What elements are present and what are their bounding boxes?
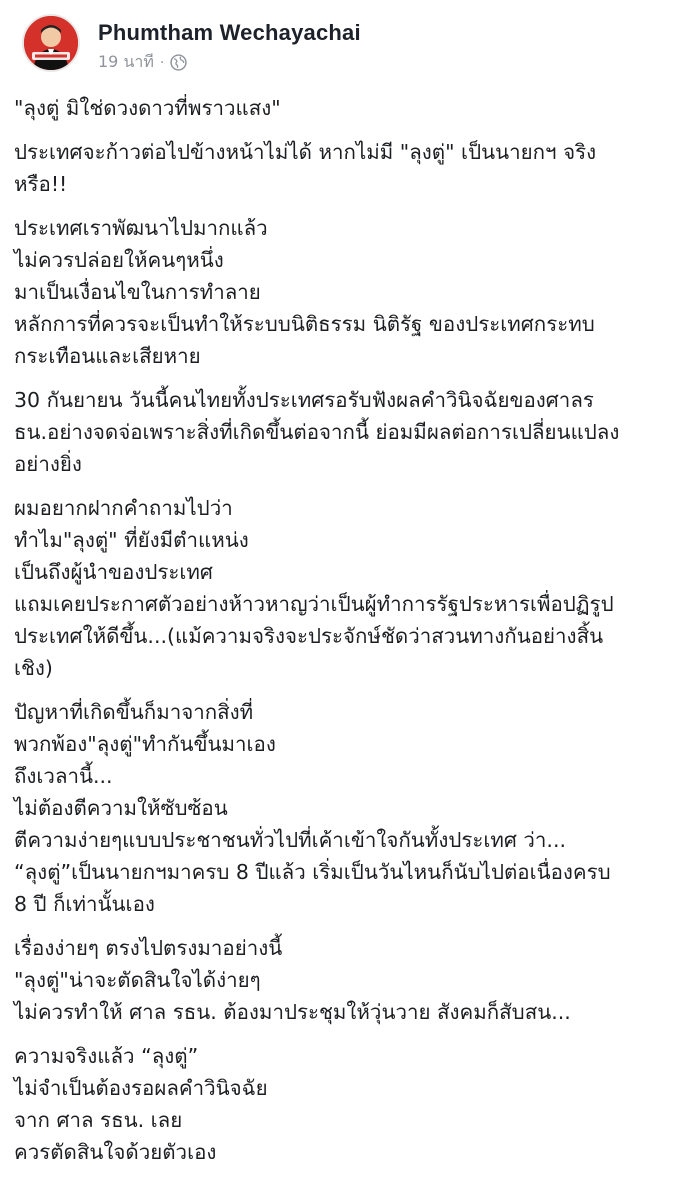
post-text-line: ประเทศจะก้าวต่อไปข้างหน้าไม่ได้ หากไม่มี "ลุงตู่" เป็นนายกฯ จริง bbox=[14, 140, 597, 164]
post-timestamp[interactable]: 19 นาที bbox=[98, 52, 154, 71]
post-text-line: ปัญหาที่เกิดขึ้นก็มาจากสิ่งที่ bbox=[14, 700, 254, 724]
post-text-line: หรือ!! bbox=[14, 172, 68, 196]
post-text-line: 30 กันยายน วันนี้คนไทยทั้งประเทศรอรับฟังผลคำวินิจฉัยของศาลร bbox=[14, 388, 594, 412]
post-text-line: เชิง) bbox=[14, 656, 53, 680]
author-avatar[interactable] bbox=[22, 14, 80, 72]
avatar-image bbox=[24, 16, 78, 70]
post-text-line: เรื่องง่ายๆ ตรงไปตรงมาอย่างนี้ bbox=[14, 936, 283, 960]
post-paragraph bbox=[14, 1040, 690, 1168]
post-text-line: 8 ปี ก็เท่านั้นเอง bbox=[14, 892, 155, 916]
post-text-line: เป็นถึงผู้นำของประเทศ bbox=[14, 560, 213, 584]
post-text-line: ควรตัดสินใจด้วยตัวเอง bbox=[14, 1140, 217, 1164]
post-text-line: ไม่จำเป็นต้องรอผลคำวินิจฉัย bbox=[14, 1076, 268, 1100]
post-meta bbox=[98, 50, 187, 75]
post-text-line: ธน.อย่างจดจ่อเพราะสิ่งที่เกิดขึ้นต่อจากนี้ ย่อมมีผลต่อการเปลี่ยนแปลง bbox=[14, 420, 620, 444]
post-text-line: มาเป็นเงื่อนไขในการทำลาย bbox=[14, 280, 261, 304]
post-text-line: ประเทศเราพัฒนาไปมากแล้ว bbox=[14, 216, 268, 240]
post-text-line: ความจริงแล้ว “ลุงตู่” bbox=[14, 1044, 199, 1068]
post-text-line: หลักการที่ควรจะเป็นทำให้ระบบนิติธรรม นิติรัฐ ของประเทศกระทบ bbox=[14, 312, 595, 336]
post-text-line: ผมอยากฝากคำถามไปว่า bbox=[14, 496, 233, 520]
meta-separator: · bbox=[159, 54, 165, 71]
post-text-line: “ลุงตู่”เป็นนายกฯมาครบ 8 ปีแล้ว เริ่มเป็นวันไหนก็นับไปต่อเนื่องครบ bbox=[14, 860, 611, 884]
post-text-line: ตีความง่ายๆแบบประชาชนทั่วไปที่เค้าเข้าใจกันทั้งประเทศ ว่า... bbox=[14, 828, 566, 852]
post-paragraph bbox=[14, 384, 690, 480]
post-header bbox=[0, 0, 697, 80]
post-text-line: แถมเคยประกาศตัวอย่างห้าวหาญว่าเป็นผู้ทำการรัฐประหารเพื่อปฏิรูป bbox=[14, 592, 614, 616]
post-text-line: ไม่ต้องตีความให้ซับซ้อน bbox=[14, 796, 228, 820]
globe-icon[interactable] bbox=[170, 54, 187, 71]
post-text-line: "ลุงตู่ มิใช่ดวงดาวที่พราวแสง" bbox=[14, 96, 281, 120]
post-paragraph bbox=[14, 212, 690, 372]
post-text-line: "ลุงตู่"น่าจะตัดสินใจได้ง่ายๆ bbox=[14, 968, 261, 992]
post-paragraph bbox=[14, 92, 690, 124]
author-name[interactable]: Phumtham Wechayachai bbox=[98, 20, 361, 45]
post-text-line: พวกพ้อง"ลุงตู่"ทำกันขึ้นมาเอง bbox=[14, 732, 276, 756]
post-text-line: ถึงเวลานี้... bbox=[14, 764, 113, 788]
post-text-line: ไม่ควรปล่อยให้คนๆหนึ่ง bbox=[14, 248, 224, 272]
post-text-line: จาก ศาล รธน. เลย bbox=[14, 1108, 183, 1132]
post-paragraph bbox=[14, 136, 690, 200]
post-text-line: ประเทศให้ดีขึ้น...(แม้ความจริงจะประจักษ์ชัดว่าสวนทางกันอย่างสิ้น bbox=[14, 624, 604, 648]
post-paragraph bbox=[14, 492, 690, 684]
post-paragraph bbox=[14, 932, 690, 1028]
post-text-line: ไม่ควรทำให้ ศาล รธน. ต้องมาประชุมให้วุ่นวาย สังคมก็สับสน... bbox=[14, 1000, 571, 1024]
post-text-line: ทำไม"ลุงตู่" ที่ยังมีตำแหน่ง bbox=[14, 528, 249, 552]
post-text bbox=[14, 92, 690, 1180]
post-text-line: อย่างยิ่ง bbox=[14, 452, 82, 476]
post-paragraph bbox=[14, 696, 690, 920]
post-text-line: กระเทือนและเสียหาย bbox=[14, 344, 201, 368]
